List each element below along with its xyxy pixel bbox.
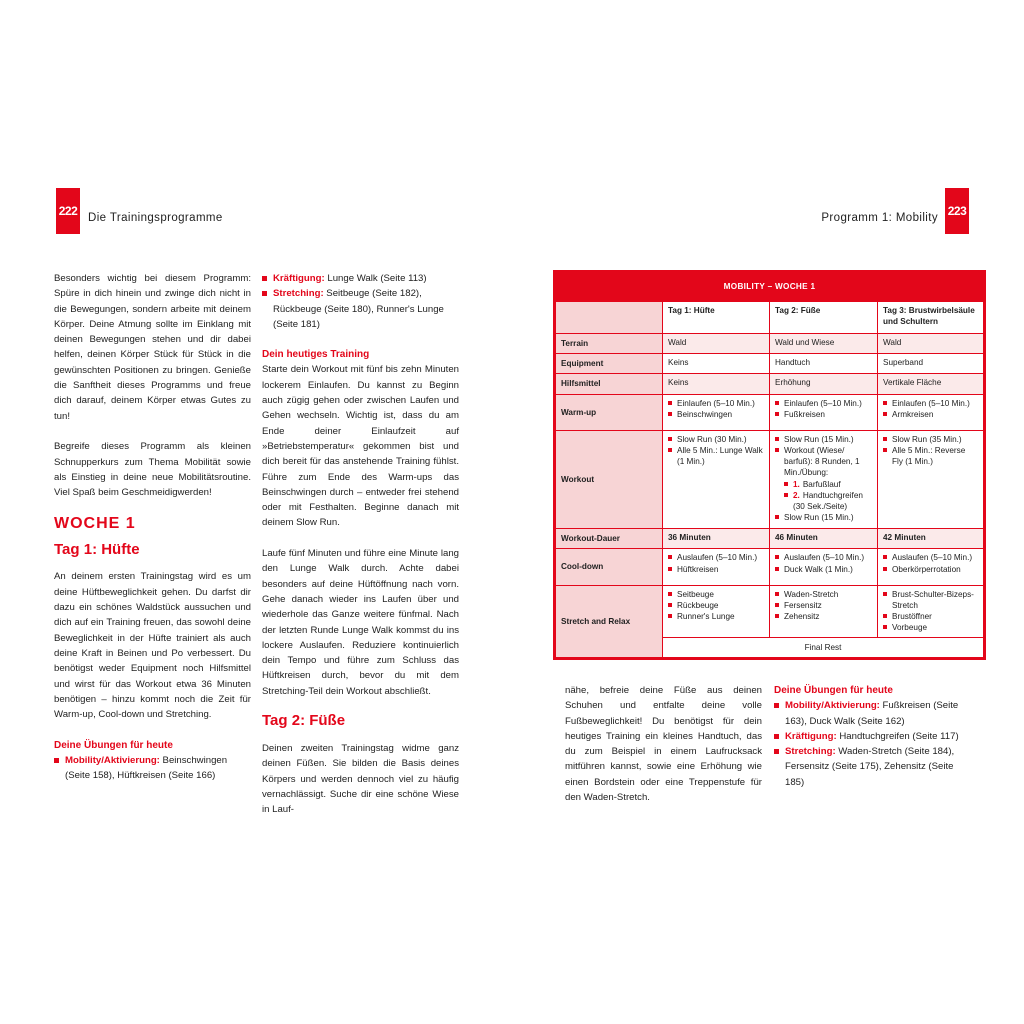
table-cell: Handtuch (770, 354, 878, 374)
list-item (774, 698, 971, 729)
exercise-list-day1 (54, 753, 251, 784)
final-rest-cell: Final Rest (663, 637, 984, 657)
list-item: Slow Run (15 Min.) (775, 512, 872, 523)
mobility-table (553, 270, 986, 660)
intro-paragraph-2: Begreife dieses Programm als kleinen Schnupperkurs zum Thema Mobilität sowie als Einstieg in deine neue Mobilitätsroutine. Viel Spaß beim Geschmeidigwerden! (54, 441, 251, 499)
row-header-hilfsmittel: Hilfsmittel (556, 374, 663, 394)
list-item (775, 445, 872, 512)
list-item: Runner's Lunge (668, 611, 764, 622)
list-item: Oberkörperrotation (883, 564, 978, 575)
page-number-right: 223 (945, 188, 969, 234)
list-item: Hüftkreisen (668, 564, 764, 575)
table-cell: Wald (663, 334, 770, 354)
list-item: Einlaufen (5–10 Min.) (883, 398, 978, 409)
numbered-item: 1. Barfußlauf (784, 479, 872, 490)
table-cell: Vertikale Fläche (878, 374, 984, 394)
workout-description: Workout (Wiese/ barfuß): 8 Runden, 1 Min./Übung: (784, 445, 860, 478)
list-item (774, 744, 971, 790)
exercise-label: Mobility/Aktivierung: (785, 700, 880, 712)
table-cell (878, 585, 984, 637)
column-header-day3: Tag 3: Brustwirbelsäule und Schultern (878, 302, 984, 334)
list-item (774, 729, 971, 744)
list-item: Alle 5 Min.: Reverse Fly (1 Min.) (883, 445, 978, 467)
list-item: Fußkreisen (775, 409, 872, 420)
column-header-day1: Tag 1: Hüfte (663, 302, 770, 334)
day2-paragraph: Deinen zweiten Trainingstag widme ganz deinen Füßen. Sie bilden die Basis deines Körpers und werden dennoch viel zu häufig vernachlässigt. Suche dir eine schöne Wiese in Lauf- (262, 743, 459, 816)
list-item: Slow Run (30 Min.) (668, 434, 764, 445)
row-header-warmup: Warm-up (556, 394, 663, 430)
row-header-equipment: Equipment (556, 354, 663, 374)
exercise-label: Kräftigung: (273, 273, 325, 284)
list-item: Seitbeuge (668, 589, 764, 600)
row-header-cooldown: Cool-down (556, 549, 663, 585)
page-number-left: 222 (56, 188, 80, 234)
day1-paragraph: An deinem ersten Trainingstag wird es um deine Hüftbeweglichkeit gehen. Du darfst dir dazu ein schönes Waldstück aussuchen und dich auf ein Training freuen, das sowohl deine Beweglichkeit in der Hüfte trainiert als auch deine Kraft in Beinen und Po verbessert. Du benötigst weder Equipment noch Hilfsmittel und wirst für das Workout etwa 36 Minuten benötigen – hinzu kommt noch die Zeit für Warm-up, Cool-down und Stretching. (54, 571, 251, 721)
row-header-stretch: Stretch and Relax (556, 585, 663, 657)
table-cell (878, 394, 984, 430)
day2-paragraph-cont: nähe, befreie deine Füße aus deinen Schuhen und entfalte deine volle Fußbeweglichkeit! Du benötigst für dein heutiges Training ein kleines Handtuch, das du zum Beispiel in einem Laufrucksack mitführen kannst, sowie eine Erhöhung wie einen Bordstein oder eine Treppenstufe für den Waden-Stretch. (565, 685, 762, 804)
table-cell: 36 Minuten (663, 529, 770, 549)
day1-heading: Tag 1: Hüfte (54, 541, 140, 559)
table-cell: Superband (878, 354, 984, 374)
exercise-text: Seitbeuge (Seite 182), Rückbeuge (Seite 180), Runner's Lunge (Seite 181) (273, 288, 444, 330)
list-item (54, 753, 251, 784)
table-cell (663, 430, 770, 529)
list-item (262, 271, 459, 286)
list-item: Auslaufen (5–10 Min.) (775, 552, 872, 563)
table-cell (663, 394, 770, 430)
exercise-text: Fußkreisen (Seite 163), Duck Walk (Seite 162) (785, 700, 959, 727)
row-header-terrain: Terrain (556, 334, 663, 354)
list-item: Brust-Schulter-Bizeps-Stretch (883, 589, 978, 611)
row-header-workout: Workout (556, 430, 663, 529)
row-header-duration: Workout-Dauer (556, 529, 663, 549)
training-heading: Dein heutiges Training (262, 349, 370, 361)
week-heading: WOCHE 1 (54, 515, 136, 533)
table-cell (770, 394, 878, 430)
table-title: MOBILITY – WOCHE 1 (556, 273, 984, 302)
table-cell: Wald und Wiese (770, 334, 878, 354)
table-cell (663, 585, 770, 637)
table-cell: 42 Minuten (878, 529, 984, 549)
list-item: Rückbeuge (668, 600, 764, 611)
running-head-left: Die Trainingsprogramme (88, 212, 223, 224)
list-item: Einlaufen (5–10 Min.) (668, 398, 764, 409)
table-cell (878, 549, 984, 585)
right-column-1 (565, 683, 762, 805)
list-item: Slow Run (15 Min.) (775, 434, 872, 445)
exercises-heading-day1: Deine Übungen für heute (54, 739, 173, 751)
list-item: Beinschwingen (668, 409, 764, 420)
table-cell: 46 Minuten (770, 529, 878, 549)
table-cell: Keins (663, 374, 770, 394)
list-item: Auslaufen (5–10 Min.) (883, 552, 978, 563)
list-item: Fersensitz (775, 600, 872, 611)
exercise-label: Mobility/Aktivierung: (65, 755, 160, 767)
table-cell (770, 585, 878, 637)
list-item: Brustöffner (883, 611, 978, 622)
list-item: Vorbeuge (883, 622, 978, 633)
exercise-list-day2 (774, 698, 971, 790)
exercise-text: Handtuchgreifen (Seite 117) (836, 730, 959, 742)
table-cell: Keins (663, 354, 770, 374)
table-cell (878, 430, 984, 529)
right-column-2 (774, 683, 971, 790)
left-column-1 (54, 271, 251, 784)
left-column-2 (262, 271, 459, 818)
exercise-text: Lunge Walk (Seite 113) (324, 273, 427, 284)
list-item: Duck Walk (1 Min.) (775, 564, 872, 575)
table-cell: Erhöhung (770, 374, 878, 394)
exercise-list-day1-cont (262, 271, 459, 332)
table-cell: Wald (878, 334, 984, 354)
numbered-item: 2. Handtuchgreifen (30 Sek./Seite) (784, 490, 872, 512)
list-item: Einlaufen (5–10 Min.) (775, 398, 872, 409)
table-cell (663, 549, 770, 585)
training-paragraph-2: Laufe fünf Minuten und führe eine Minute lang den Lunge Walk durch. Achte dabei besonders auf deine Hüftöffnung nach vorn. Gehe danach wieder ins Laufen über und wiederhole das Ganze weitere fünfmal. Nach der letzten Runde Lunge Walk kommst du ins lockere Auslaufen. Reduziere kontinuierlich dein Tempo und führe zum Schluss das Hüftkreisen durch, bevor du mit dem Stretching-Teil dein Workout abschließt. (262, 548, 459, 697)
table-cell (770, 430, 878, 529)
exercises-heading-day2: Deine Übungen für heute (774, 685, 893, 696)
list-item: Slow Run (35 Min.) (883, 434, 978, 445)
exercise-label: Stretching: (785, 746, 836, 758)
list-item: Armkreisen (883, 409, 978, 420)
training-paragraph-1: Starte dein Workout mit fünf bis zehn Minuten lockerem Einlaufen. Du kannst zu Beginn auch zügig gehen oder zwischen Laufen und Gehen wechseln. Wichtig ist, dass du am Ende deiner Einlaufzeit auf »Betriebstemperatur« gekommen bist und dich bereit für das anstehende Training fühlst. Führe zum Ende des Warm-ups das Beinschwingen durch – entweder frei stehend oder mit Festhalten. Beginne danach mit deinem Slow Run. (262, 364, 459, 529)
running-head-right: Programm 1: Mobility (821, 212, 938, 224)
list-item: Waden-Stretch (775, 589, 872, 600)
list-item: Auslaufen (5–10 Min.) (668, 552, 764, 563)
intro-paragraph-1: Besonders wichtig bei diesem Programm: Spüre in dich hinein und zwinge dich nicht in die Bewegungen, sondern arbeite mit deinem Körper. Deine Atmung sollte im Einklang mit deinen Bewegungen stehen und dir dabei helfen, deinen Körper Stück für Stück in die gewünschten Positionen zu bringen. Genieße die Sanftheit dieses Programms und freue dich darauf, deinem Körper etwas Gutes zu tun! (54, 273, 251, 422)
list-item (262, 286, 459, 332)
column-header-day2: Tag 2: Füße (770, 302, 878, 334)
day2-heading: Tag 2: Füße (262, 712, 346, 730)
exercise-text: Beinschwingen (Seite 158), Hüftkreisen (Seite 166) (65, 755, 228, 782)
exercise-label: Stretching: (273, 288, 324, 300)
table-cell (770, 549, 878, 585)
table-corner (556, 302, 663, 334)
list-item: Alle 5 Min.: Lunge Walk (1 Min.) (668, 445, 764, 467)
list-item: Zehensitz (775, 611, 872, 622)
exercise-text: Waden-Stretch (Seite 184), Fersensitz (Seite 175), Zehensitz (Seite 185) (785, 746, 955, 788)
exercise-label: Kräftigung: (785, 730, 837, 742)
